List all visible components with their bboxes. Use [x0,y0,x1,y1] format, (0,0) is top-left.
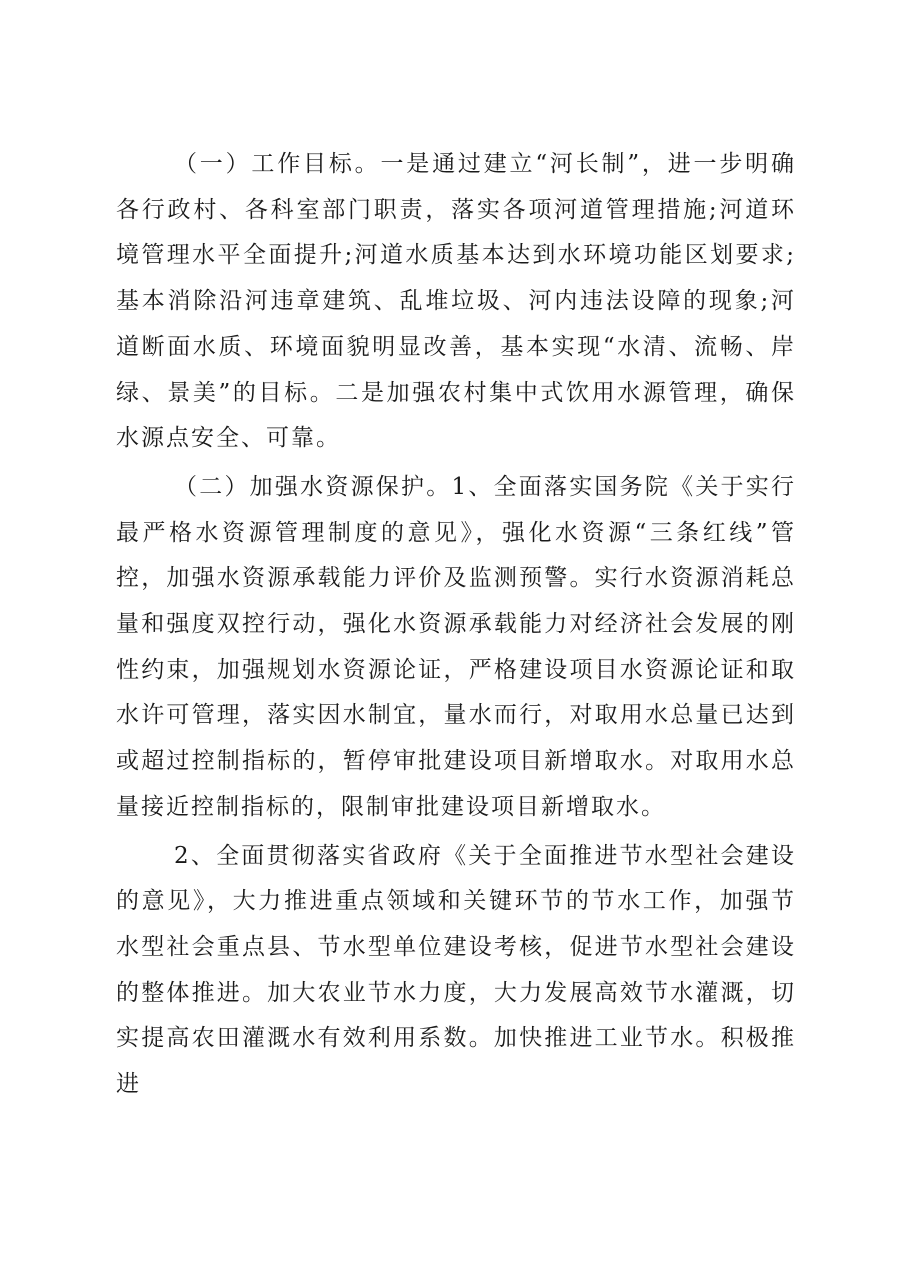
document-body [116,142,796,1108]
paragraph-water-protection: （二）加强水资源保护。1、全面落实国务院《关于实行最严格水资源管理制度的意见》，强化水资源“三条红线”管控，加强水资源承载能力评价及监测预警。实行水资源消耗总量和强度双控行动，强化水资源承载能力对经济社会发展的刚性约束，加强规划水资源论证，严格建设项目水资源论证和取水许可管理，落实因水制宜，量水而行，对取用水总量已达到或超过控制指标的，暂停审批建设项目新增取水。对取用水总量接近控制指标的，限制审批建设项目新增取水。 [116,473,796,820]
paragraph-water-saving: 2、全面贯彻落实省政府《关于全面推进节水型社会建设的意见》，大力推进重点领域和关键环节的节水工作，加强节水型社会重点县、节水型单位建设考核，促进节水型社会建设的整体推进。加大农业节水力度，大力发展高效节水灌溉，切实提高农田灌溉水有效利用系数。加快推进工业节水。积极推进 [116,842,796,1098]
paragraph-work-goals: （一）工作目标。一是通过建立“河长制”，进一步明确各行政村、各科室部门职责，落实各项河道管理措施;河道环境管理水平全面提升;河道水质基本达到水环境功能区划要求;基本消除沿河违章建筑、乱堆垃圾、河内违法设障的现象;河道断面水质、环境面貌明显改善，基本实现“水清、流畅、岸绿、景美”的目标。二是加强农村集中式饮用水源管理，确保水源点安全、可靠。 [116,151,796,452]
